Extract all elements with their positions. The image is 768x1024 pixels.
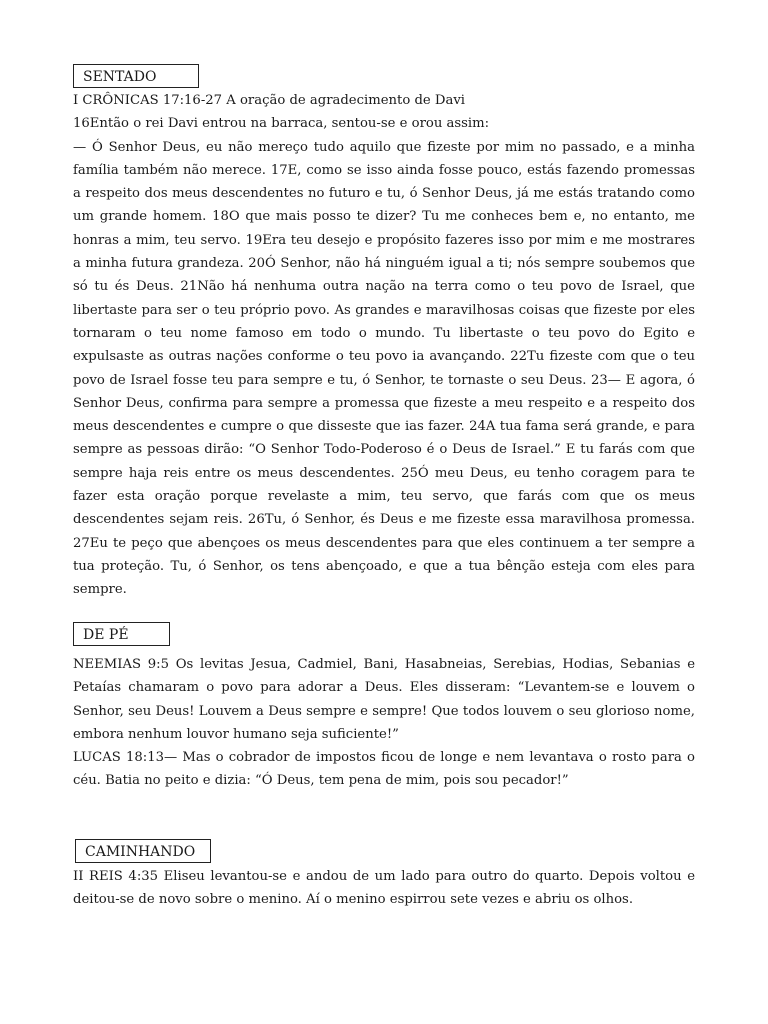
- prayer-paragraph: — Ó Senhor Deus, eu não mereço tudo aquilo que fizeste por mim no passado, e a minha família também não merece. 17E, como se isso ainda fosse pouco, estás fazendo promessas a respeito dos meus descendentes no futuro e tu, ó Senhor Deus, já me estás tratando como um grande homem. 18O que mais posso te dizer? Tu me conheces bem e, no entanto, me honras a mim, teu servo. 19Era teu desejo e propósito fazeres isso por mim e me mostrares a minha futura grandeza. 20Ó Senhor, não há ninguém igual a ti; nós sempre soubemos que só tu és Deus. 21Não há nenhuma outra nação na terra como o teu povo de Israel, que libertaste para ser o teu próprio povo. As grandes e maravilhosas coisas que fizeste por eles tornaram o teu nome famoso em todo o mundo. Tu libertaste o teu povo do Egito e expulsaste as outras nações conforme o teu povo ia avançando. 22Tu fizeste com que o teu povo de Israel fosse teu para sempre e tu, ó Senhor, te tornaste o seu Deus. 23— E agora, ó Senhor Deus, confirma para sempre a promessa que fizeste a meu respeito e a respeito dos meus descendentes e cumpre o que disseste que ias fazer. 24A tua fama será grande, e para sempre as pessoas dirão: “O Senhor Todo-Poderoso é o Deus de Israel.” E tu farás com que sempre haja reis entre os meus descendentes. 25Ó meu Deus, eu tenho coragem para te fazer esta oração porque revelaste a mim, teu servo, que farás com que os meus descendentes sejam reis. 26Tu, ó Senhor, és Deus e me fizeste essa maravilhosa promessa. 27Eu te peço que abençoes os meus descendentes para que eles continuem a ter sempre a tua proteção. Tu, ó Senhor, os tens abençoado, e que a tua bênção esteja com eles para sempre.: [73, 139, 695, 598]
- section-caminhando-text: [73, 865, 695, 912]
- section-label-de-pe: DE PÉ: [73, 622, 170, 646]
- section-sentado-text: [73, 89, 695, 602]
- section-heading: I CRÔNICAS 17:16-27 A oração de agradecimento de Davi: [73, 93, 465, 108]
- section-label-sentado: SENTADO: [73, 64, 199, 88]
- section-de-pe-text: [73, 653, 695, 793]
- passage-lucas: LUCAS 18:13— Mas o cobrador de impostos ficou de longe e nem levantava o rosto para o céu. Batia no peito e dizia: “Ó Deus, tem pena de mim, pois sou pecador!”: [73, 750, 695, 789]
- intro-paragraph: 16Então o rei Davi entrou na barraca, sentou-se e orou assim:: [73, 116, 490, 132]
- section-label-caminhando: CAMINHANDO: [75, 839, 211, 863]
- passage-neemias: NEEMIAS 9:5 Os levitas Jesua, Cadmiel, Bani, Hasabneias, Serebias, Hodias, Sebanias e Petaías chamaram o povo para adorar a Deus. Eles disseram: “Levantem-se e louvem o Senhor, seu Deus! Louvem a Deus sempre e sempre! Que todos louvem o seu glorioso nome, embora nenhum louvor humano seja suficiente!”: [73, 657, 695, 742]
- passage-ii-reis: II REIS 4:35 Eliseu levantou-se e andou de um lado para outro do quarto. Depois voltou e deitou-se de novo sobre o menino. Aí o menino espirrou sete vezes e abriu os olhos.: [73, 869, 695, 908]
